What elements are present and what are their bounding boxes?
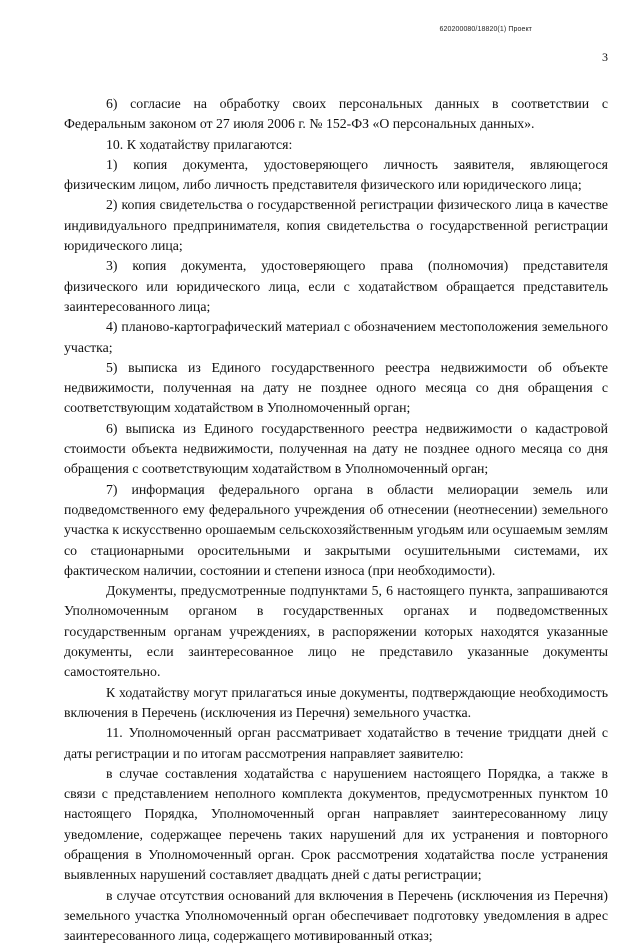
list-item-registration-certificate: 2) копия свидетельства о государственной регистрации физического лица в качестве индивидуального предпринимателя, копия свидетельства о государственной регистрации юридического лица; <box>64 197 608 254</box>
document-body <box>64 94 608 946</box>
list-item-cartographic-material: 4) планово-картографический материал с обозначением местоположения земельного участка; <box>64 319 608 355</box>
paragraph-refusal-case: в случае отсутствия оснований для включения в Перечень (исключения из Перечня) земельного участка Уполномоченный орган обеспечивает подготовку уведомления в адрес заинтересованного лица, содержащего мотивированный отказ; <box>64 887 608 944</box>
list-item-melioration-info: 7) информация федерального органа в области мелиорации земель или подведомственного ему федерального учреждения об отнесении (неотнесении) земельного участка к искусственно орошаемым сельскохозяйственным угодьям или осушаемым землям со стационарными оросительными и закрытыми осушительными системами, их фактическом наличии, состоянии и степени износа (при необходимости). <box>64 481 608 578</box>
paragraph-violation-case: в случае составления ходатайства с нарушением настоящего Порядка, а также в связи с представлением неполного комплекта документов, предусмотренных пунктом 10 настоящего Порядка, Уполномоченный орган направляет заинтересованному лицу уведомление, содержащее перечень таких нарушений для их устранения и повторного обращения в Уполномоченный орган. Срок рассмотрения ходатайства после устранения выявленных нарушений составляет двадцать дней с даты регистрации; <box>64 765 608 883</box>
page-number: 3 <box>602 50 608 64</box>
list-item-cadastral-value-extract: 6) выписка из Единого государственного реестра недвижимости о кадастровой стоимости объекта недвижимости, полученная на дату не позднее одного месяца со дня обращения с соответствующим ходатайством в Уполномоченный орган; <box>64 420 608 477</box>
document-id: 620200080/18820(1) Проект <box>439 26 532 33</box>
list-item-authority-document: 3) копия документа, удостоверяющего права (полномочия) представителя физического или юридического лица, если с ходатайством обращается представитель заинтересованного лица; <box>64 258 608 314</box>
list-item-registry-extract: 5) выписка из Единого государственного реестра недвижимости об объекте недвижимости, полученная на дату не позднее одного месяца со дня обращения с соответствующим ходатайством в Уполномоченный орган; <box>64 359 608 416</box>
paragraph-requested-documents: Документы, предусмотренные подпунктами 5, 6 настоящего пункта, запрашиваются Уполномоченным органом в государственных органах и подведомственных государственным органам учреждениях, в распоряжении которых находятся указанные документы, если заинтересованное лицо не представило указанные документы самостоятельно. <box>64 583 608 680</box>
paragraph-item-10-heading: 10. К ходатайству прилагаются: <box>106 136 293 152</box>
paragraph-consent: 6) согласие на обработку своих персональных данных в соответствии с Федеральным законом от 27 июля 2006 г. № 152-ФЗ «О персональных данных». <box>64 96 608 132</box>
paragraph-other-documents: К ходатайству могут прилагаться иные документы, подтверждающие необходимость включения в Перечень (исключения из Перечня) земельного участка. <box>64 684 608 720</box>
list-item-identity-document: 1) копия документа, удостоверяющего личность заявителя, являющегося физическим лицом, либо личность представителя физического или юридического лица; <box>64 156 608 193</box>
paragraph-item-11-review: 11. Уполномоченный орган рассматривает ходатайство в течение тридцати дней с даты регистрации и по итогам рассмотрения направляет заявителю: <box>64 725 608 761</box>
